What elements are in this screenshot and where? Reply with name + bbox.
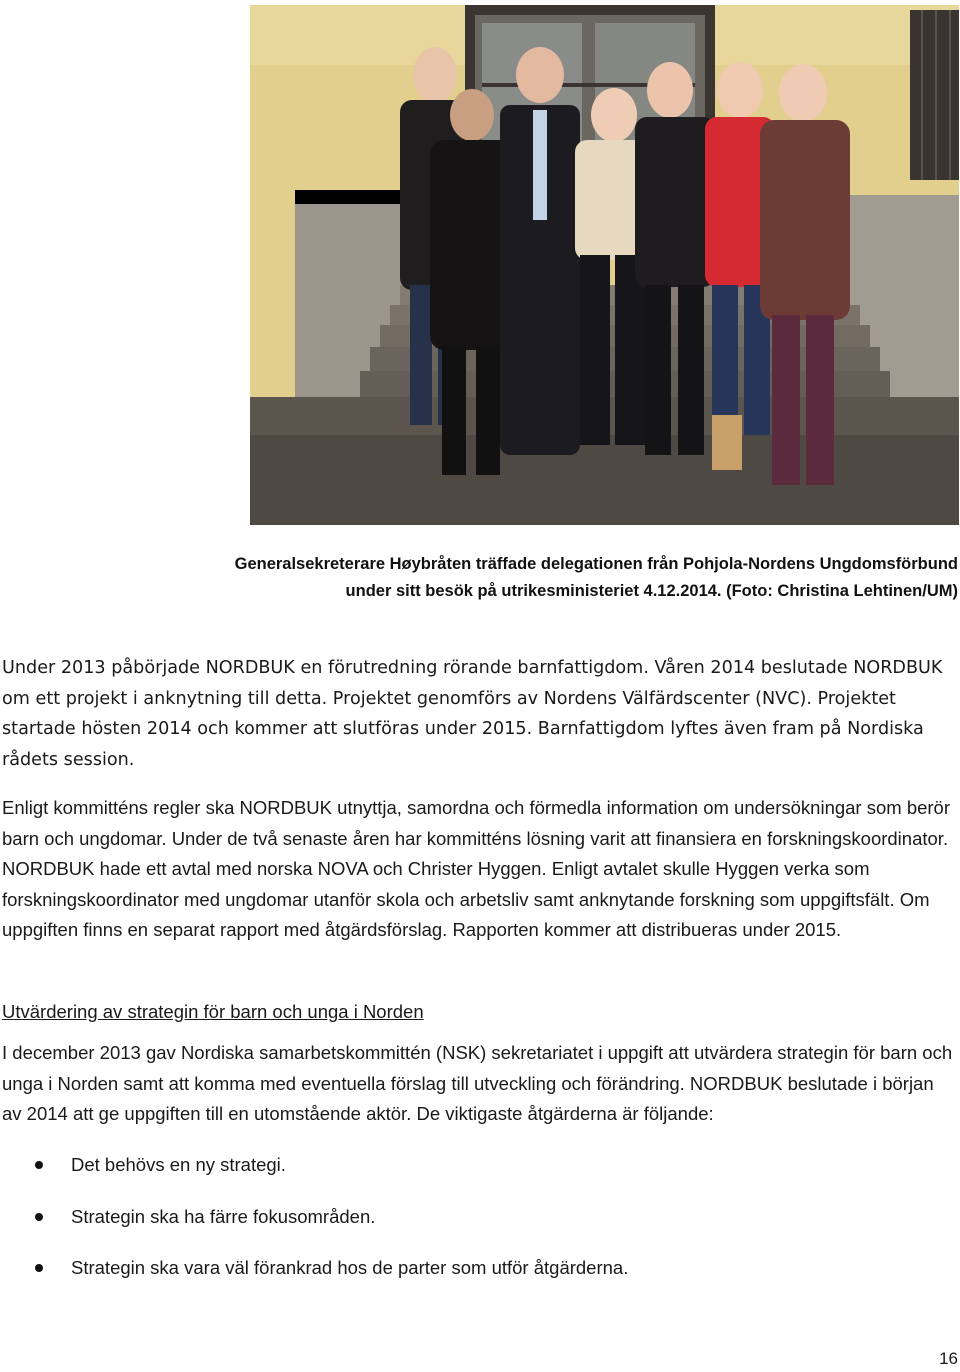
list-item bbox=[0, 1253, 628, 1283]
list-item-text: Strategin ska vara väl förankrad hos de parter som utför åtgärderna. bbox=[71, 1257, 629, 1278]
list-item-text: Det behövs en ny strategi. bbox=[71, 1154, 286, 1175]
section-heading: Utvärdering av strategin för barn och unga i Norden bbox=[2, 1001, 424, 1022]
delegation-photo bbox=[250, 5, 959, 525]
caption-line-2: under sitt besök på utrikesministeriet 4.12.2014. (Foto: Christina Lehtinen/UM) bbox=[345, 582, 958, 600]
list-item-text: Strategin ska ha färre fokusområden. bbox=[71, 1205, 376, 1227]
bullet-icon bbox=[35, 1264, 43, 1272]
caption-line-1: Generalsekreterare Høybråten träffade delegationen från Pohjola-Nordens Ungdomsförbund bbox=[234, 555, 958, 573]
list-item bbox=[0, 1202, 628, 1232]
paragraph-utvardering: I december 2013 gav Nordiska samarbetskommittén (NSK) sekretariatet i uppgift att utvärdera strategin för barn och unga i Norden samt att komma med eventuella förslag till utveckling och förändring. NORDBUK beslutade i början av 2014 att ge uppgiften till en utomstående aktör. De viktigaste åtgärderna är följande: bbox=[2, 1042, 953, 1125]
list-item bbox=[0, 1150, 628, 1180]
measures-list bbox=[0, 1150, 628, 1305]
photo-caption bbox=[58, 551, 958, 605]
page-number: 16 bbox=[939, 1349, 958, 1368]
bullet-icon bbox=[35, 1213, 43, 1221]
paragraph-forskningskoordinator: Enligt kommitténs regler ska NORDBUK utnyttja, samordna och förmedla information om undersökningar som berör barn och ungdomar. Under de två senaste åren har kommitténs lösning varit att finansiera en forskningskoordinator. NORDBUK hade ett avtal med norska NOVA och Christer Hyggen. Enligt avtalet skulle Hyggen verka som forskningskoordinator med ungdomar utanför skola och arbetsliv samt anknytande forskning som uppgiftsfält. Om uppgiften finns en separat rapport med åtgärdsförslag. Rapporten kommer att distribueras under 2015. bbox=[2, 797, 951, 941]
bullet-icon bbox=[35, 1161, 43, 1169]
paragraph-barnfattigdom: Under 2013 påbörjade NORDBUK en förutredning rörande barnfattigdom. Våren 2014 beslutade NORDBUK om ett projekt i anknytning till detta. Projektet genomförs av Nordens Välfärdscenter (NVC). Projektet startade hösten 2014 och kommer att slutföras under 2015. Barnfattigdom lyftes även fram på Nordiska rådets session. bbox=[2, 658, 943, 770]
